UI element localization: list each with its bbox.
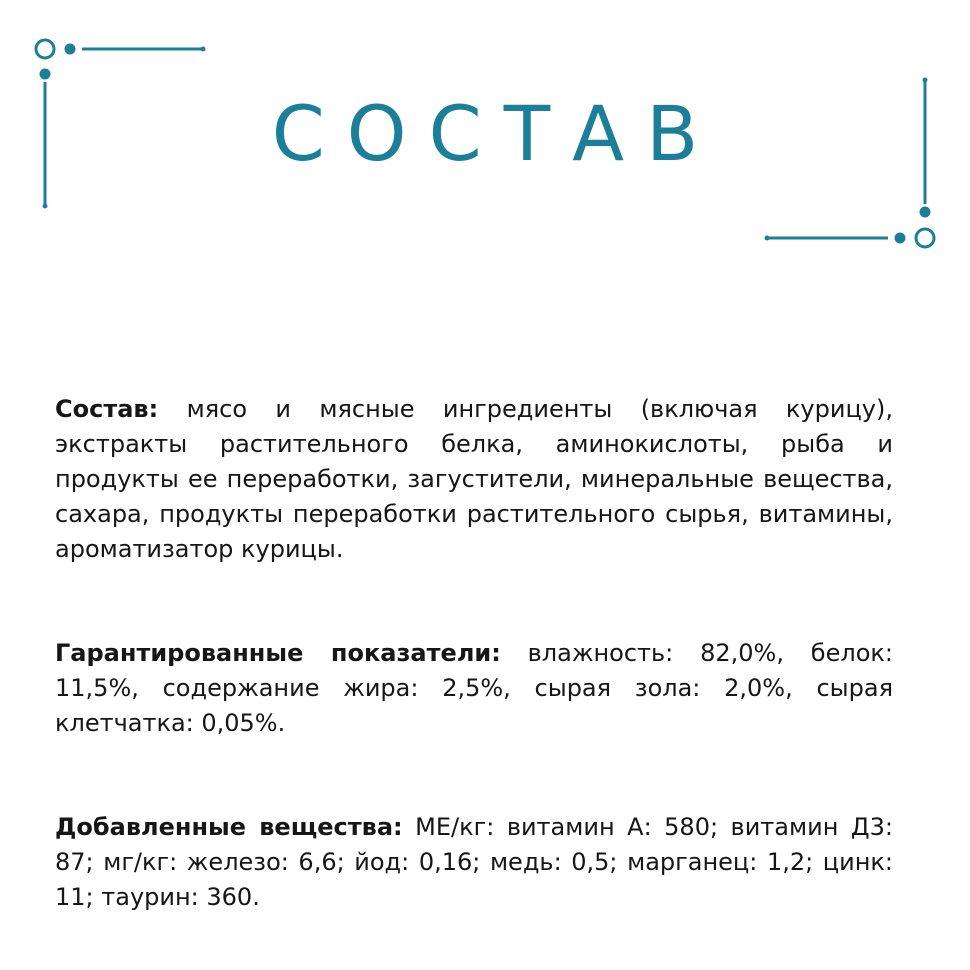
page-title: СОСТАВ bbox=[271, 89, 721, 178]
composition-section bbox=[55, 392, 893, 567]
composition-text bbox=[55, 392, 893, 915]
guaranteed-values-section bbox=[55, 636, 893, 741]
section-text: влажность: 82,0%, белок: 11,5%, содержание жира: 2,5%, сырая зола: 2,0%, сырая клетчатка: 0,05%. bbox=[55, 639, 893, 737]
section-text: МЕ/кг: витамин А: 580; витамин Д3: 87; мг/кг: железо: 6,6; йод: 0,16; медь: 0,5; марганец: 1,2; цинк: 11; таурин: 360. bbox=[55, 813, 893, 911]
section-label: Добавленные вещества: bbox=[55, 813, 403, 841]
section-text: мясо и мясные ингредиенты (включая курицу), экстракты растительного белка, аминокислоты, рыба и продукты ее переработки, загустители, минеральные вещества, сахара, продукты переработки растительного сырья, витамины, ароматизатор курицы. bbox=[55, 395, 893, 563]
ring-dot bbox=[36, 40, 54, 58]
ring-dot bbox=[916, 229, 934, 247]
additives-section bbox=[55, 810, 893, 915]
section-label: Состав: bbox=[55, 395, 159, 423]
section-label: Гарантированные показатели: bbox=[55, 639, 501, 667]
